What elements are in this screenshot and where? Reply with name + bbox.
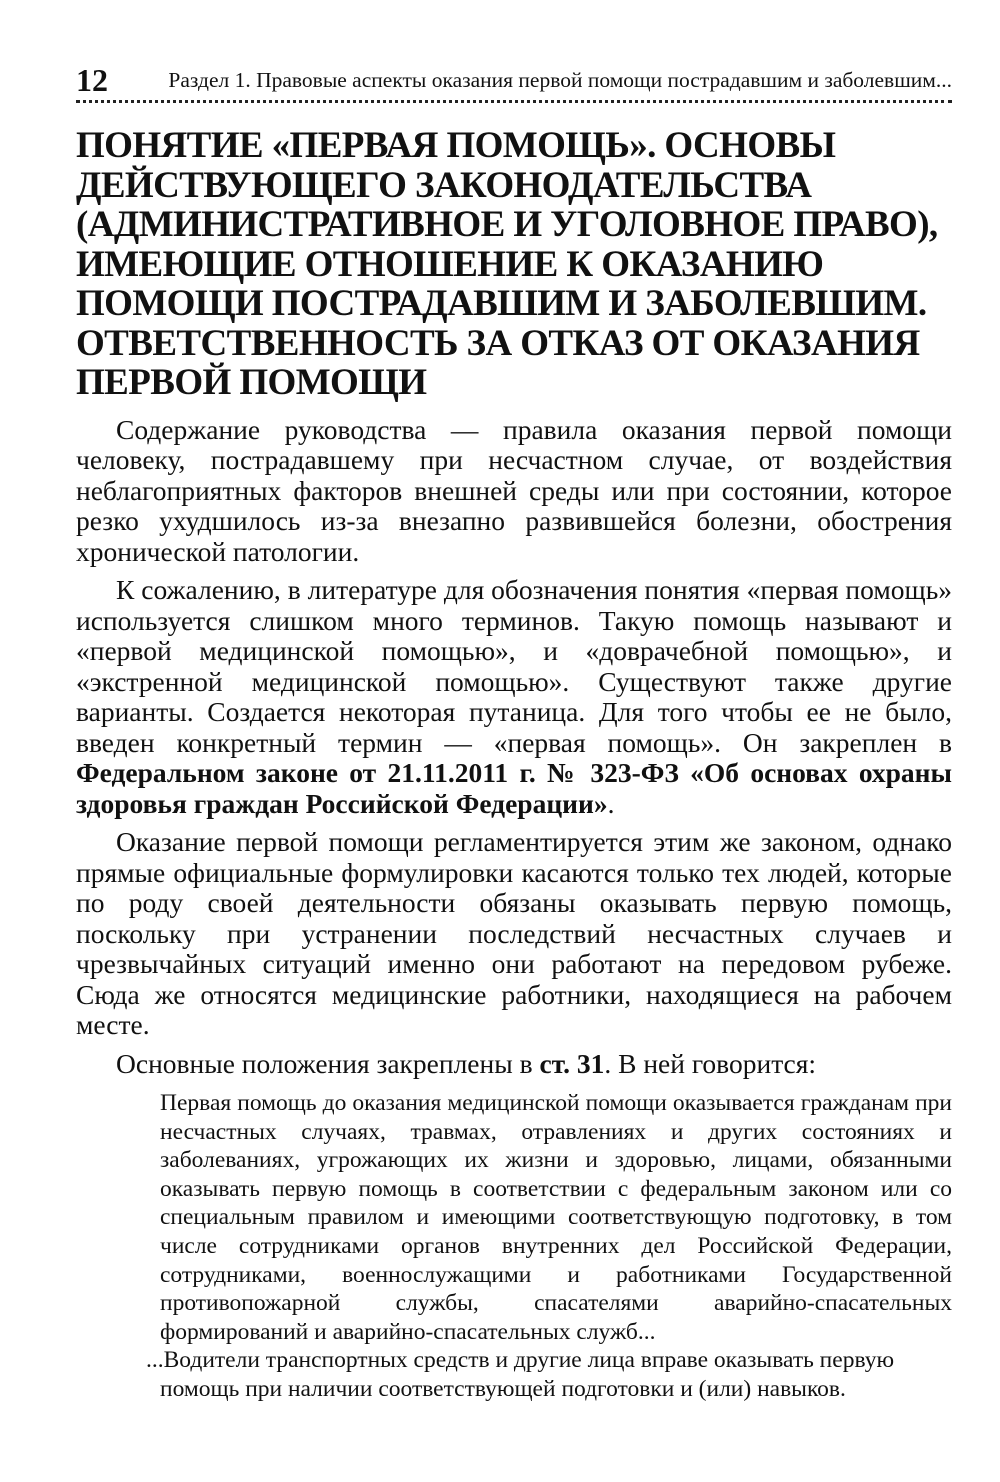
heading-line: ПОНЯТИЕ «ПЕРВАЯ ПОМОЩЬ». ОСНОВЫ — [76, 125, 836, 166]
paragraph-article-intro — [76, 1049, 952, 1080]
paragraph-end: . В ней говорится: — [604, 1047, 817, 1079]
paragraph-text: К сожалению, в литературе для обозначения понятия «первая помощь» используется слишком много терминов. Такую помощь называют и «первой медицинской помощью», и «доврачебной помощью», и «экстренной медицинской помощью». Существуют также другие варианты. Создается некоторая путаница. Для того чтобы ее не было, введен конкретный термин — «первая помощь». Он закреплен в — [76, 574, 952, 758]
header-dotted-rule — [76, 100, 952, 103]
quote-paragraph-drivers — [146, 1346, 952, 1403]
heading-line: ОТВЕТСТВЕННОСТЬ ЗА ОТКАЗ ОТ ОКАЗАНИЯ — [76, 322, 920, 364]
heading-line: (АДМИНИСТРАТИВНОЕ И УГОЛОВНОЕ ПРАВО), — [76, 204, 938, 245]
chapter-heading — [76, 126, 952, 403]
book-page — [76, 0, 952, 1404]
page-number: 12 — [76, 62, 108, 98]
running-section-title: Раздел 1. Правовые аспекты оказания первой помощи пострадавшим и заболевшим... — [168, 68, 952, 92]
quote-paragraph: Первая помощь до оказания медицинской помощи оказывается гражданам при несчастных случаях, травмах, отравлениях и других состояниях и заболеваниях, угрожающих их жизни и здоровью, лицами, обязанными оказывать первую помощь в соответствии с федеральным законом или со специальным правилом и имеющими соответствующую подготовку, в том числе сотрудниками органов внутренних дел Российской Федерации, сотрудниками, военнослужащими и работниками Государственной противопожарной службы, спасателями аварийно-спасательных формирований и аварийно-спасательных служб... — [160, 1090, 952, 1345]
paragraph-text: Основные положения закреплены в — [116, 1047, 540, 1079]
paragraph-terminology — [76, 575, 952, 819]
law-quote — [146, 1089, 952, 1404]
law-reference: Федеральном законе от 21.11.2011 г. № 323-ФЗ «Об основах охраны здоровья граждан Российской Федерации» — [76, 757, 952, 819]
article-reference: ст. 31 — [539, 1047, 605, 1079]
heading-line: ИМЕЮЩИЕ ОТНОШЕНИЕ К ОКАЗАНИЮ — [76, 243, 824, 285]
quote-line: помощь при наличии соответствующей подготовки и (или) навыков. — [160, 1375, 846, 1402]
heading-line: ПОМОЩИ ПОСТРАДАВШИМ И ЗАБОЛЕВШИМ. — [76, 283, 927, 324]
quote-line: ...Водители транспортных средств и другие лица вправе оказывать первую — [146, 1347, 895, 1374]
heading-line: ДЕЙСТВУЮЩЕГО ЗАКОНОДАТЕЛЬСТВА — [76, 164, 812, 206]
paragraph-regulation: Оказание первой помощи регламентируется этим же законом, однако прямые официальные формулировки касаются только тех людей, которые по роду своей деятельности обязаны оказывать первую помощь, поскольку при устранении последствий несчастных случаев и чрезвычайных ситуаций именно они работают на передовом рубеже. Сюда же относятся медицинские работники, находящиеся на рабочем месте. — [76, 826, 952, 1040]
paragraph-guide-content: Содержание руководства — правила оказания первой помощи человеку, пострадавшему при несчастном случае, от воздействия неблагоприятных факторов внешней среды или при состоянии, которое резко ухудшилось из-за внезапно развившейся болезни, обострения хронической патологии. — [76, 413, 952, 567]
heading-line: ПЕРВОЙ ПОМОЩИ — [76, 362, 427, 403]
running-header — [76, 0, 952, 106]
body-text — [76, 415, 952, 1080]
paragraph-end: . — [607, 787, 615, 819]
